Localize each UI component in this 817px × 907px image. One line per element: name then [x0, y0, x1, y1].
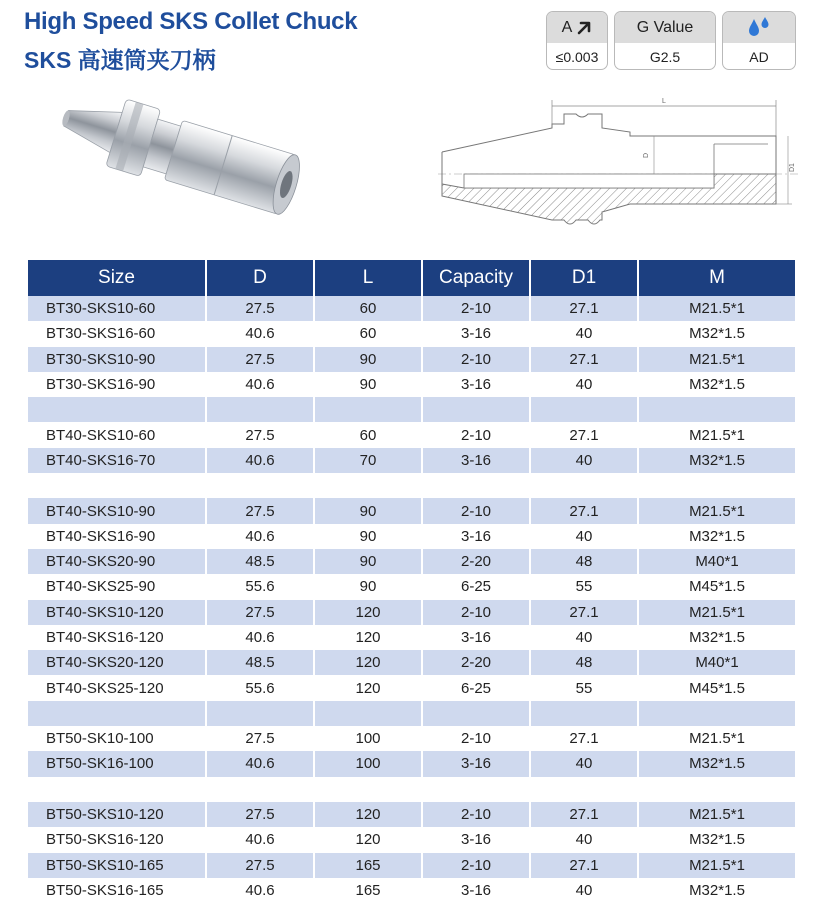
table-cell: 90: [314, 574, 422, 599]
table-cell: 27.5: [206, 726, 314, 751]
table-row: [28, 372, 795, 397]
table-cell: 2-10: [422, 498, 530, 523]
table-cell: [530, 777, 638, 802]
dim-label-d: D: [643, 152, 650, 158]
table-row: [28, 574, 795, 599]
table-cell: M40*1: [638, 549, 795, 574]
table-row: [28, 675, 795, 700]
table-cell: 48.5: [206, 650, 314, 675]
column-header: Capacity: [422, 260, 530, 296]
table-cell: [638, 701, 795, 726]
table-cell: 40: [530, 625, 638, 650]
table-cell: BT40-SKS25-90: [28, 574, 206, 599]
table-cell: BT30-SKS16-90: [28, 372, 206, 397]
table-cell: BT30-SKS16-60: [28, 321, 206, 346]
table-cell: 40: [530, 321, 638, 346]
table-cell: 40: [530, 878, 638, 903]
table-cell: 40.6: [206, 448, 314, 473]
table-cell: [638, 473, 795, 498]
table-row: [28, 751, 795, 776]
table-cell: M45*1.5: [689, 679, 745, 697]
table-cell: [314, 701, 422, 726]
table-cell: M40*1: [638, 650, 795, 675]
table-cell: 90: [314, 498, 422, 523]
table-cell: 48.5: [206, 549, 314, 574]
runout-badge: [546, 11, 608, 70]
table-cell: 90: [314, 549, 422, 574]
table-cell: 165: [314, 878, 422, 903]
table-row: [28, 650, 795, 675]
table-cell: 100: [314, 751, 422, 776]
column-header: D1: [530, 260, 638, 296]
table-cell: 27.1: [530, 600, 638, 625]
table-cell: M32*1.5: [689, 881, 745, 899]
table-row: [28, 777, 795, 802]
table-cell: 60: [314, 321, 422, 346]
table-cell: M21.5*1: [638, 600, 795, 625]
table-cell: 40: [530, 448, 638, 473]
table-cell: [28, 473, 206, 498]
table-cell: BT40-SKS10-120: [28, 600, 206, 625]
table-cell: [206, 397, 314, 422]
table-cell: 48: [530, 549, 638, 574]
table-cell: M32*1.5: [638, 751, 795, 776]
table-cell: 40.6: [206, 878, 314, 903]
table-cell: [422, 777, 530, 802]
table-cell: 3-16: [422, 448, 530, 473]
table-cell: 100: [314, 726, 422, 751]
table-row: [28, 802, 795, 827]
table-cell: 90: [314, 524, 422, 549]
table-cell: 90: [314, 372, 422, 397]
table-cell: 27.1: [530, 726, 638, 751]
table-cell: M45*1.5: [689, 578, 745, 596]
spec-badges: [546, 11, 796, 70]
table-cell: 90: [314, 347, 422, 372]
table-cell: BT40-SKS20-90: [28, 549, 206, 574]
table-cell: 2-10: [422, 422, 530, 447]
table-cell: M21.5*1: [689, 426, 745, 444]
table-cell: 40.6: [206, 751, 314, 776]
table-cell: BT50-SK16-100: [28, 751, 206, 776]
table-cell: 55.6: [206, 675, 314, 700]
table-cell: M21.5*1: [638, 498, 795, 523]
table-row: [28, 347, 795, 372]
table-cell: [28, 777, 206, 802]
table-cell: 40.6: [206, 625, 314, 650]
table-cell: 40.6: [206, 827, 314, 852]
table-cell: 27.1: [530, 296, 638, 321]
table-row: [28, 321, 795, 346]
table-cell: 70: [314, 448, 422, 473]
table-cell: 3-16: [422, 321, 530, 346]
table-cell: [314, 397, 422, 422]
table-row: [28, 296, 795, 321]
table-row: [28, 625, 795, 650]
table-cell: 27.1: [530, 347, 638, 372]
table-cell: [422, 473, 530, 498]
table-row: [28, 448, 795, 473]
column-header: M: [638, 260, 795, 296]
column-header: Size: [28, 260, 206, 296]
table-cell: 120: [314, 600, 422, 625]
table-cell: 27.1: [530, 853, 638, 878]
table-cell: 2-20: [422, 549, 530, 574]
table-cell: [530, 701, 638, 726]
table-cell: M32*1.5: [689, 831, 745, 849]
table-row: [28, 853, 795, 878]
table-cell: 27.5: [206, 422, 314, 447]
table-cell: [314, 473, 422, 498]
table-cell: 120: [314, 625, 422, 650]
table-cell: 27.5: [206, 347, 314, 372]
page-subtitle-cn: SKS 高速筒夹刀柄: [24, 47, 216, 73]
table-cell: 120: [314, 675, 422, 700]
table-row: [28, 524, 795, 549]
column-header: L: [314, 260, 422, 296]
table-row: [28, 827, 795, 852]
table-cell: 27.5: [206, 802, 314, 827]
table-cell: 120: [314, 650, 422, 675]
table-cell: 2-10: [422, 600, 530, 625]
table-cell: 55: [530, 574, 638, 599]
table-cell: M32*1.5: [689, 325, 745, 343]
table-cell: 2-10: [422, 802, 530, 827]
table-cell: M21.5*1: [638, 296, 795, 321]
dim-label-d1: D1: [789, 163, 796, 172]
table-cell: 165: [314, 853, 422, 878]
table-cell: 27.5: [206, 853, 314, 878]
table-cell: [422, 701, 530, 726]
table-row: [28, 549, 795, 574]
table-cell: M21.5*1: [689, 730, 745, 748]
g-value-value: G2.5: [649, 48, 681, 65]
table-cell: BT50-SKS10-165: [28, 853, 206, 878]
table-cell: M32*1.5: [689, 376, 745, 394]
table-cell: 120: [314, 827, 422, 852]
table-cell: BT40-SKS10-60: [28, 422, 206, 447]
arrow-up-right-icon: [576, 20, 592, 36]
table-cell: 27.5: [206, 296, 314, 321]
table-cell: 2-10: [422, 296, 530, 321]
table-cell: BT50-SKS16-165: [28, 878, 206, 903]
technical-drawing: [434, 92, 806, 240]
page-title: High Speed SKS Collet Chuck: [24, 8, 358, 35]
table-cell: 40: [530, 524, 638, 549]
table-cell: 27.1: [530, 802, 638, 827]
coolant-badge: [722, 11, 796, 70]
table-cell: [638, 397, 795, 422]
table-cell: [314, 777, 422, 802]
table-cell: BT40-SKS25-120: [28, 675, 206, 700]
table-cell: 27.1: [530, 422, 638, 447]
dim-label-l: L: [662, 98, 666, 105]
table-row: [28, 473, 795, 498]
table-cell: BT40-SKS10-90: [28, 498, 206, 523]
column-header: D: [206, 260, 314, 296]
table-cell: [206, 473, 314, 498]
g-value-badge: [614, 11, 716, 70]
table-cell: 48: [530, 650, 638, 675]
table-cell: 27.5: [206, 498, 314, 523]
table-cell: BT40-SKS16-120: [28, 625, 206, 650]
table-cell: M32*1.5: [638, 448, 795, 473]
collet-chuck-photo: [40, 72, 310, 252]
table-row: [28, 701, 795, 726]
table-cell: BT50-SK10-100: [28, 726, 206, 751]
table-cell: [530, 473, 638, 498]
table-row: [28, 600, 795, 625]
table-cell: [530, 397, 638, 422]
table-cell: 2-10: [422, 853, 530, 878]
table-cell: 40: [530, 751, 638, 776]
table-cell: 40.6: [206, 524, 314, 549]
table-cell: M21.5*1: [638, 347, 795, 372]
table-cell: BT40-SKS20-120: [28, 650, 206, 675]
table-row: [28, 726, 795, 751]
table-cell: [28, 701, 206, 726]
table-cell: 60: [314, 296, 422, 321]
spec-table-header: [28, 260, 795, 296]
table-cell: 3-16: [422, 524, 530, 549]
table-row: [28, 422, 795, 447]
table-cell: 2-20: [422, 650, 530, 675]
spec-table-body: [28, 296, 795, 903]
table-cell: 55: [530, 675, 638, 700]
table-cell: 3-16: [422, 625, 530, 650]
water-drops-icon: [746, 16, 772, 40]
table-cell: [638, 777, 795, 802]
table-row: [28, 878, 795, 903]
table-cell: 3-16: [422, 878, 530, 903]
table-cell: 27.5: [206, 600, 314, 625]
table-cell: M32*1.5: [689, 629, 745, 646]
table-cell: M21.5*1: [638, 802, 795, 827]
table-cell: 55.6: [206, 574, 314, 599]
table-cell: 40.6: [206, 372, 314, 397]
table-cell: BT30-SKS10-60: [28, 296, 206, 321]
table-cell: BT40-SKS16-70: [28, 448, 206, 473]
table-cell: [28, 397, 206, 422]
table-cell: 40: [530, 372, 638, 397]
table-cell: 6-25: [422, 675, 530, 700]
table-cell: BT40-SKS16-90: [28, 524, 206, 549]
runout-label: A: [561, 18, 573, 36]
table-cell: 6-25: [422, 574, 530, 599]
g-value-label: G Value: [615, 12, 715, 43]
table-cell: 40.6: [206, 321, 314, 346]
table-cell: BT50-SKS16-120: [28, 827, 206, 852]
table-cell: 40: [530, 827, 638, 852]
table-cell: 120: [314, 802, 422, 827]
table-cell: BT30-SKS10-90: [28, 347, 206, 372]
table-cell: 2-10: [422, 726, 530, 751]
table-cell: 2-10: [422, 347, 530, 372]
table-cell: 3-16: [422, 372, 530, 397]
runout-value: ≤0.003: [555, 48, 599, 65]
table-cell: [206, 701, 314, 726]
table-cell: 3-16: [422, 751, 530, 776]
table-row: [28, 498, 795, 523]
table-cell: BT50-SKS10-120: [28, 802, 206, 827]
table-cell: 60: [314, 422, 422, 447]
spec-table: [28, 260, 795, 903]
table-row: [28, 397, 795, 422]
table-cell: [206, 777, 314, 802]
table-cell: 3-16: [422, 827, 530, 852]
table-cell: M32*1.5: [689, 527, 745, 545]
table-cell: 27.1: [530, 498, 638, 523]
coolant-value: AD: [749, 48, 769, 65]
table-cell: M21.5*1: [638, 853, 795, 878]
table-cell: [422, 397, 530, 422]
